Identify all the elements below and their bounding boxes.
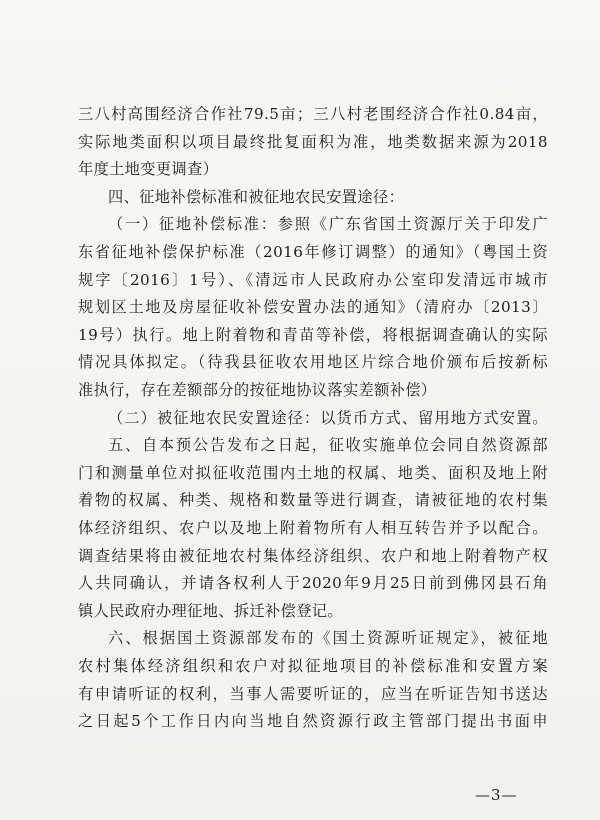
text-line-12: （二）被征地农民安置途径：以货币方式、留用地方式安置。 <box>108 408 548 427</box>
text-line-2: 实际地类面积以项目最终批复面积为准，地类数据来源为2018 <box>78 132 548 151</box>
text-line-11: 准执行，存在差额部分的按征地协议落实差额补偿） <box>78 381 437 399</box>
section-heading-four: 四、征地补偿标准和被征地农民安置途径： <box>108 187 405 206</box>
text-line-14: 门和测量单位对拟征收范围内土地的权属、地类、面积及地上附 <box>78 463 548 482</box>
text-line-6: 东省征地补偿保护标准（2016年修订调整）的通知》（粤国土资 <box>78 243 548 261</box>
page-number: —3— <box>475 786 518 804</box>
text-line-5: （一）征地补偿标准：参照《广东省国土资源厅关于印发广 <box>108 215 548 234</box>
text-line-10: 情况具体拟定。（待我县征收农用地区片综合地价颁布后按新标 <box>78 353 548 372</box>
text-line-18: 人共同确认，并请各权利人于2020年9月25日前到佛冈县石角 <box>78 574 548 593</box>
text-line-9: 19号）执行。地上附着物和青苗等补偿，将根据调查确认的实际 <box>78 325 548 344</box>
text-line-15: 着物的权属、种类、规格和数量等进行调查，请被征地的农村集 <box>78 491 548 510</box>
text-line-21: 农村集体经济组织和农户对拟征地项目的补偿标准和安置方案 <box>78 657 548 675</box>
text-line-3: 年度土地变更调查） <box>78 160 219 179</box>
text-line-23: 之日起5个工作日内向当地自然资源行政主管部门提出书面申 <box>78 712 548 731</box>
section-heading-five: 五、自本预公告发布之日起，征收实施单位会同自然资源部 <box>108 436 548 455</box>
text-line-22: 有申请听证的权利，当事人需要听证的，应当在听证告知书送达 <box>78 684 548 703</box>
text-line-19: 镇人民政府办理征地、拆迁补偿登记。 <box>78 601 343 620</box>
text-line-8: 规划区土地及房屋征收补偿安置办法的通知》（清府办〔2013〕 <box>78 298 548 317</box>
text-line-16: 体经济组织、农户以及地上附着物所有人相互转告并予以配合。 <box>78 519 548 537</box>
text-line-7: 规字〔2016〕1号）、《清远市人民政府办公室印发清远市城市 <box>78 270 548 289</box>
section-heading-six: 六、根据国土资源部发布的《国土资源听证规定》，被征地 <box>108 629 548 648</box>
text-line-17: 调查结果将由被征地农村集体经济组织、农户和地上附着物产权 <box>78 546 548 565</box>
text-line-1: 三八村高围经济合作社79.5亩；三八村老围经济合作社0.84亩， <box>78 105 548 123</box>
